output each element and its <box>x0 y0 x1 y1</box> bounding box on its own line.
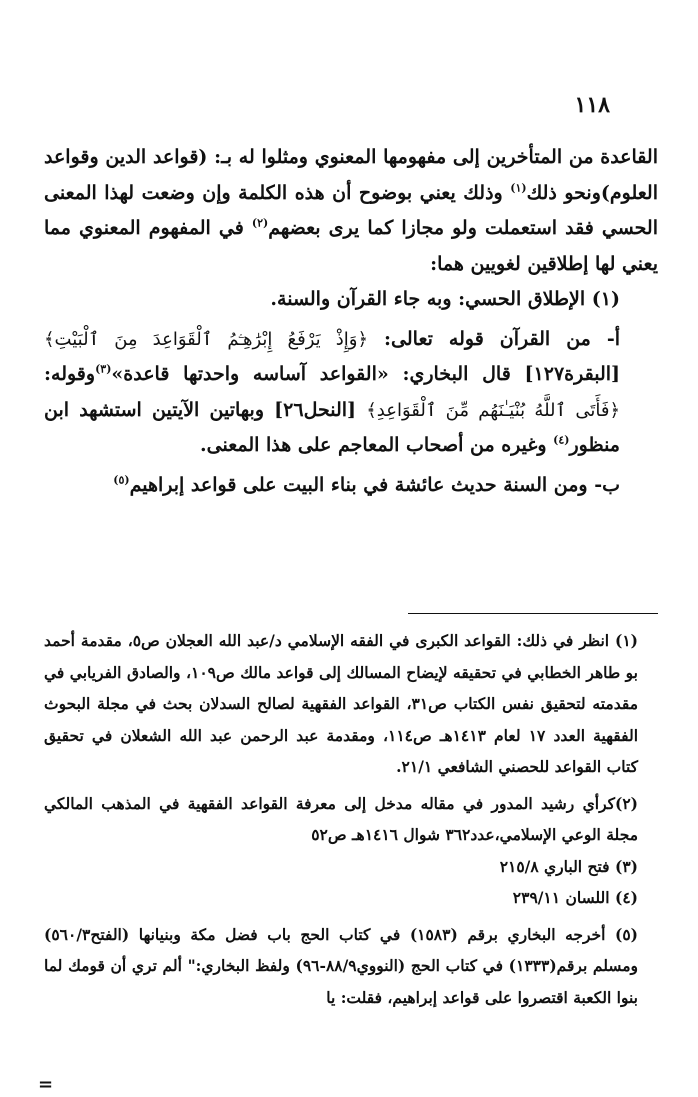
footnote-4: (٤) اللسان ٢٣٩/١١ <box>512 888 638 907</box>
main-text <box>44 140 658 503</box>
quran-verse-baqara: ﴿وَإِذْ يَرْفَعُ إِبْرَٰهِـۧمُ ٱلْقَوَاعِدَ مِنَ ٱلْبَيْتِ﴾ <box>44 328 369 350</box>
footnote-2: (٢)كرأي رشيد المدور في مقاله مدخل إلى معرفة القواعد الفقهية في المذهب المالكي مجلة الوعي الإسلامي،عدد٣٦٢ شوال ١٤١٦هـ ص٥٢ <box>44 793 638 844</box>
footnote-ref-1[interactable]: (١) <box>510 181 527 195</box>
continuation-mark: = <box>38 1074 54 1095</box>
paragraph-intro <box>44 140 658 282</box>
paragraph-intro-part-3: في المفهوم المعنوي مما يعني لها إطلاقين لغويين هما: <box>44 217 658 275</box>
footnote-ref-5[interactable]: (٥) <box>113 473 130 487</box>
footnote-divider <box>408 613 658 614</box>
paragraph-intro-part-1: القاعدة من المتأخرين إلى مفهومها المعنوي ومثلوا له بـ: (قواعد الدين وقواعد العلوم)ونحو ذلك <box>44 146 658 204</box>
page-number: ١١٨ <box>574 92 610 118</box>
footnote-1: (١) انظر في ذلك: القواعد الكبرى في الفقه الإسلامي د/عبد الله العجلان ص٥، مقدمة أحمد بو طاهر الخطابي في تحقيقه لإيضاح المسالك إلى قواعد مالك ص١٠٩، والصادق الفريابي في مقدمته لتحقيق نفس الكتاب ص٣١، القواعد الفقهية لصالح السدلان بحث في مجلة البحوث الفقهية العدد ١٧ لعام ١٤١٣هـ ص١١٤، ومقدمة عبد الرحمن عبد الله الشعلان في تحقيق كتاب القواعد للحصني الشافعي ٢١/١. <box>44 631 639 776</box>
ibn-manzur-text: [النحل٢٦] وبهاتين الآيتين استشهد ابن منظور <box>44 398 620 456</box>
quran-intro-text: أ- من القرآن قوله تعالى: <box>368 327 620 350</box>
footnote-ref-3[interactable]: (٣) <box>95 362 112 376</box>
footnotes-section <box>44 625 658 1013</box>
second-verse-intro: وقوله: <box>44 363 96 385</box>
bukhari-quote-text: [البقرة١٢٧] قال البخاري: «القواعد آساسه واحدتها قاعدة» <box>111 363 620 385</box>
dictionaries-text: وغيره من أصحاب المعاجم على هذا المعنى. <box>200 434 554 456</box>
sunnah-text: ب- ومن السنة حديث عائشة في بناء البيت على قواعد إبراهيم <box>129 473 620 496</box>
footnote-3: (٣) فتح الباري ٢١٥/٨ <box>499 856 638 876</box>
footnote-5: (٥) أخرجه البخاري برقم (١٥٨٣) في كتاب الحج باب فضل مكة وبنيانها (الفتح٥٦٠/٣) ومسلم برقم(١٣٣٣) في كتاب الحج (النووي٨٨/٩-٩٦) ولفظ البخاري:" ألم تري أن قومك لما بنوا الكعبة اقتصروا على قواعد إبراهيم، فقلت: يا <box>44 924 638 1007</box>
paragraph-intro-part-2: وذلك يعني بوضوح أن هذه الكلمة وإن وضعت لهذا المعنى الحسي فقد استعملت ولو مجازا كما يرى بعضهم <box>44 181 658 239</box>
paragraph-sunnah <box>44 468 658 504</box>
footnote-ref-2[interactable]: (٢) <box>251 216 269 230</box>
footnote-ref-4[interactable]: (٤) <box>553 433 570 447</box>
quran-verse-nahl: ﴿فَأَتَى ٱللَّهُ بُنْيَـٰنَهُم مِّنَ ٱلْقَوَاعِدِ﴾ <box>366 399 621 421</box>
heading-sensory-usage: (١) الإطلاق الحسي: وبه جاء القرآن والسنة. <box>270 288 620 310</box>
paragraph-quran <box>44 322 658 464</box>
